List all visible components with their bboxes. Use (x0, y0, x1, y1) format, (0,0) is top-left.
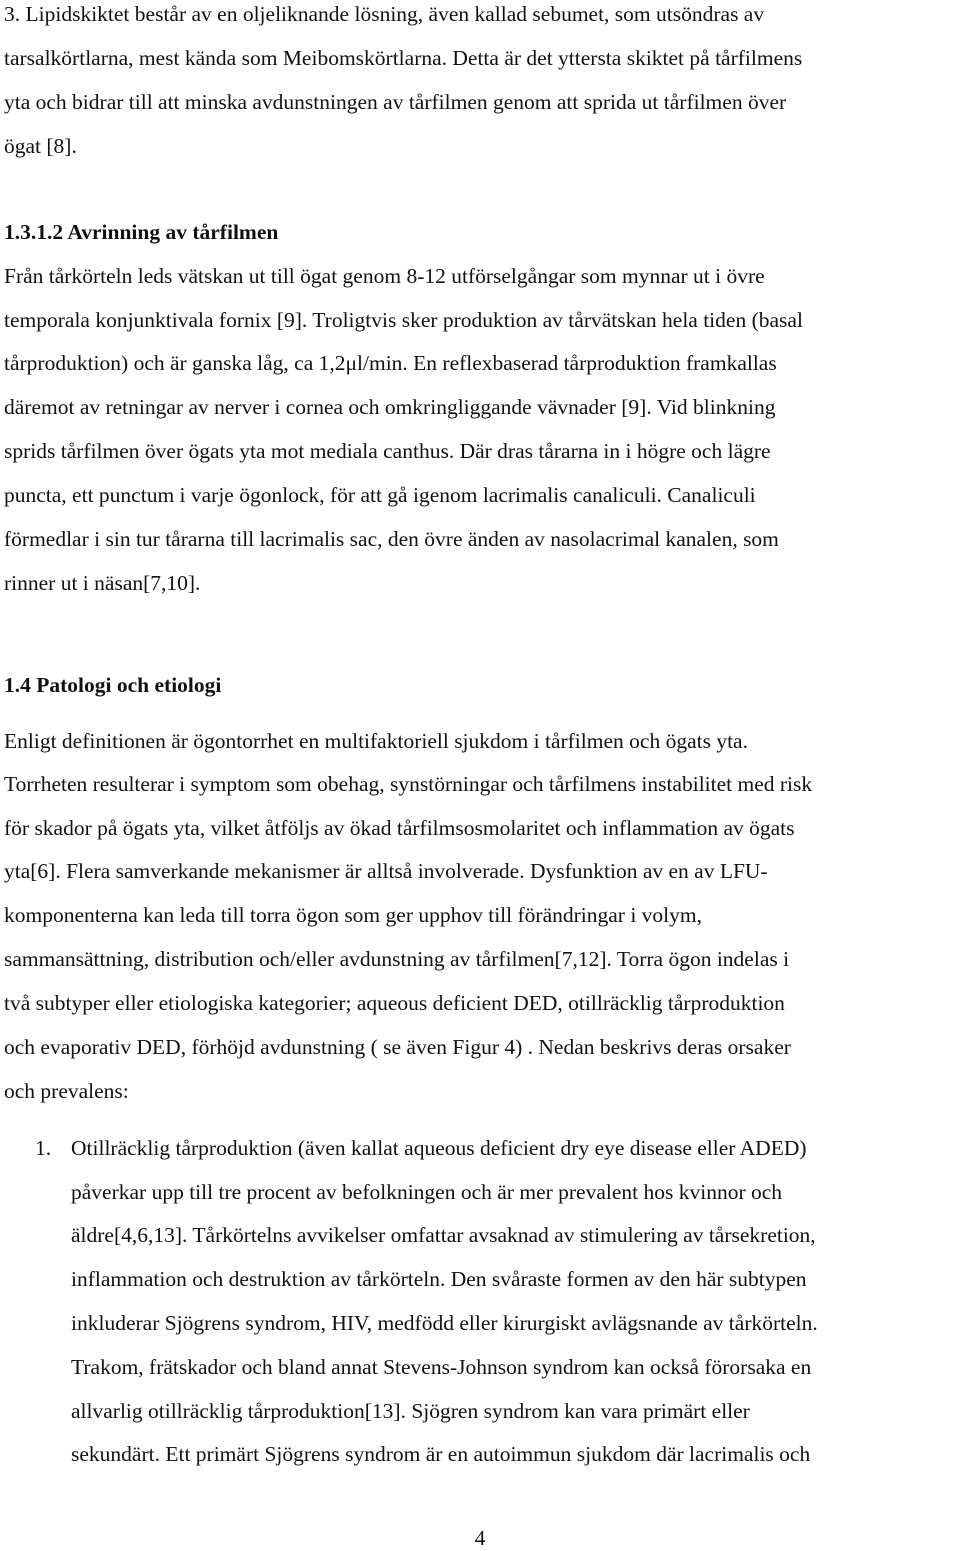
paragraph-line: och evaporativ DED, förhöjd avdunstning ( se även Figur 4) . Nedan beskrivs deras orsaker (4, 1035, 791, 1059)
intro-line-4: ögat [8]. (4, 134, 77, 158)
paragraph-line: rinner ut i näsan[7,10]. (4, 571, 201, 595)
page-number: 4 (474, 1526, 486, 1550)
section-heading-patologi: 1.4 Patologi och etiologi (4, 673, 222, 697)
paragraph-line: sprids tårfilmen över ögats yta mot mediala canthus. Där dras tårarna in i högre och lägre (4, 439, 771, 463)
paragraph-line: Enligt definitionen är ögontorrhet en multifaktoriell sjukdom i tårfilmen och ögats yta. (4, 729, 748, 753)
list-item-line: inkluderar Sjögrens syndrom, HIV, medfödd eller kirurgiskt avlägsnande av tårkörteln. (71, 1311, 818, 1335)
list-item-line: inflammation och destruktion av tårkörteln. Den svåraste formen av den här subtypen (71, 1267, 807, 1291)
paragraph-line: och prevalens: (4, 1079, 129, 1103)
paragraph-line: tårproduktion) och är ganska låg, ca 1,2μl/min. En reflexbaserad tårproduktion framkallas (4, 351, 777, 375)
paragraph-line: sammansättning, distribution och/eller avdunstning av tårfilmen[7,12]. Torra ögon indelas i (4, 947, 790, 971)
list-item-line: påverkar upp till tre procent av befolkningen och är mer prevalent hos kvinnor och (71, 1180, 783, 1204)
list-item-line: Trakom, frätskador och bland annat Stevens-Johnson syndrom kan också förorsaka en (71, 1355, 812, 1379)
paragraph-line: två subtyper eller etiologiska kategorier; aqueous deficient DED, otillräcklig tårproduktion (4, 991, 785, 1015)
intro-line-2: tarsalkörtlarna, mest kända som Meibomskörtlarna. Detta är det yttersta skiktet på tårfilmens (4, 46, 803, 70)
paragraph-line: yta[6]. Flera samverkande mekanismer är alltså involverade. Dysfunktion av en av LFU- (4, 859, 768, 883)
list-item-line: äldre[4,6,13]. Tårkörtelns avvikelser omfattar avsaknad av stimulering av tårsekretion, (71, 1223, 816, 1247)
paragraph-line: Från tårkörteln leds vätskan ut till ögat genom 8-12 utförselgångar som mynnar ut i övre (4, 264, 765, 288)
section-heading-avrinning: 1.3.1.2 Avrinning av tårfilmen (4, 220, 279, 244)
list-item-line: allvarlig otillräcklig tårproduktion[13]. Sjögren syndrom kan vara primärt eller (71, 1399, 750, 1423)
list-item-line: Otillräcklig tårproduktion (även kallat aqueous deficient dry eye disease eller ADED) (71, 1136, 807, 1160)
intro-line-1: 3. Lipidskiktet består av en oljeliknande lösning, även kallad sebumet, som utsöndras av (4, 2, 765, 26)
paragraph-line: Torrheten resulterar i symptom som obehag, synstörningar och tårfilmens instabilitet med risk (4, 772, 813, 796)
paragraph-line: däremot av retningar av nerver i cornea och omkringliggande vävnader [9]. Vid blinkning (4, 395, 776, 419)
list-item-number: 1. (35, 1136, 52, 1160)
paragraph-line: puncta, ett punctum i varje ögonlock, för att gå igenom lacrimalis canaliculi. Canaliculi (4, 483, 756, 507)
paragraph-line: för skador på ögats yta, vilket åtföljs av ökad tårfilmsosmolaritet och inflammation av ögats (4, 816, 795, 840)
intro-line-3: yta och bidrar till att minska avdunstningen av tårfilmen genom att sprida ut tårfilmen över (4, 90, 787, 114)
paragraph-line: temporala konjunktivala fornix [9]. Troligtvis sker produktion av tårvätskan hela tiden (basal (4, 308, 803, 332)
paragraph-line: förmedlar i sin tur tårarna till lacrimalis sac, den övre änden av nasolacrimal kanalen, som (4, 527, 779, 551)
paragraph-line: komponenterna kan leda till torra ögon som ger upphov till förändringar i volym, (4, 903, 702, 927)
list-item-line: sekundärt. Ett primärt Sjögrens syndrom är en autoimmun sjukdom där lacrimalis och (71, 1442, 811, 1466)
